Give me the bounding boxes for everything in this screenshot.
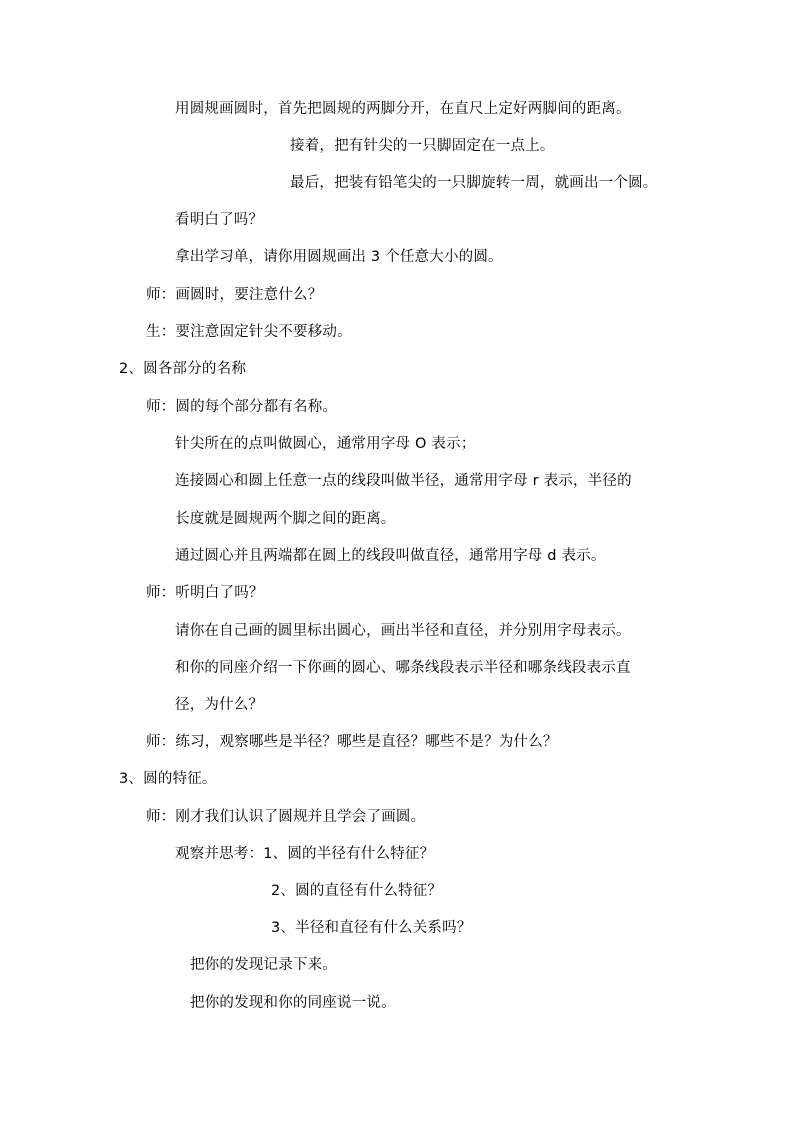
text-line: 师：听明白了吗？ <box>146 585 264 601</box>
text-line: 3、半径和直径有什么关系吗？ <box>271 920 472 936</box>
text-line: 把你的发现记录下来。 <box>190 957 337 973</box>
text-line: 径，为什么？ <box>175 697 264 713</box>
text-line: 师：圆的每个部分都有名称。 <box>146 399 338 415</box>
section-heading: 3、圆的特征。 <box>119 771 217 787</box>
text-line: 师：画圆时，要注意什么？ <box>146 287 323 303</box>
text-line: 针尖所在的点叫做圆心，通常用字母 O 表示； <box>175 436 476 452</box>
text-line: 最后，把装有铅笔尖的一只脚旋转一周，就画出一个圆。 <box>290 175 658 191</box>
text-line: 观察并思考：1、圆的半径有什么特征？ <box>175 846 435 862</box>
text-line: 连接圆心和圆上任意一点的线段叫做半径，通常用字母 r 表示，半径的 <box>175 473 632 489</box>
section-heading: 2、圆各部分的名称 <box>119 361 247 377</box>
text-line: 长度就是圆规两个脚之间的距离。 <box>175 511 396 527</box>
text-line: 拿出学习单，请你用圆规画出 3 个任意大小的圆。 <box>175 249 503 265</box>
text-line: 接着，把有针尖的一只脚固定在一点上。 <box>290 138 555 154</box>
text-line: 用圆规画圆时，首先把圆规的两脚分开，在直尺上定好两脚间的距离。 <box>175 101 631 117</box>
text-line: 师：练习，观察哪些是半径？哪些是直径？哪些不是？为什么？ <box>146 734 558 750</box>
text-line: 看明白了吗？ <box>175 212 264 228</box>
text-line: 把你的发现和你的同座说一说。 <box>190 995 396 1011</box>
text-line: 请你在自己画的圆里标出圆心，画出半径和直径，并分别用字母表示。 <box>175 623 631 639</box>
text-line: 师：刚才我们认识了圆规并且学会了画圆。 <box>146 809 426 825</box>
text-line: 2、圆的直径有什么特征？ <box>271 883 443 899</box>
text-line: 和你的同座介绍一下你画的圆心、哪条线段表示半径和哪条线段表示直 <box>175 660 631 676</box>
text-line: 通过圆心并且两端都在圆上的线段叫做直径，通常用字母 d 表示。 <box>175 548 606 564</box>
text-line: 生：要注意固定针尖不要移动。 <box>146 324 352 340</box>
